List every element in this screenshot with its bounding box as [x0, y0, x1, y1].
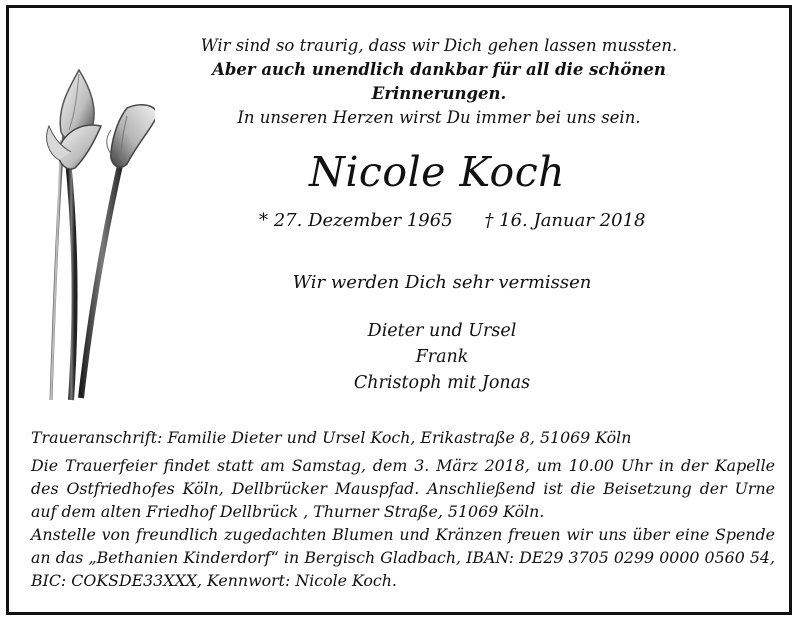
death-date: † 16. Januar 2018 [484, 210, 646, 231]
farewell-line: Wir werden Dich sehr vermissen [292, 272, 592, 293]
notice-details [31, 426, 775, 592]
ceremony-text: Die Trauerfeier findet statt am Samstag, dem 3. März 2018, um 10.00 Uhr in der Kapelle des Ostfriedhofes Köln, Dellbrücker Mauspfad. Anschließend ist die Beisetzung der Urne auf dem alten Friedhof Dellbrück , Thurner Straße, 51069 Köln. [31, 456, 775, 521]
mourners-list [159, 318, 725, 396]
intro-line-1: Wir sind so traurig, dass wir Dich gehen lassen mussten. [200, 36, 678, 55]
donation-text: Anstelle von freundlich zugedachten Blumen und Kränzen freuen wir uns über eine Spende an das „Bethanien Kinderdorf“ in Bergisch Gladbach, IBAN: DE29 3705 0299 0000 0560 54, BIC: COKSDE33XXX, Kennwort: Nicole Koch. [31, 525, 775, 590]
obituary-notice [6, 5, 792, 615]
intro-line-2: Aber auch unendlich dankbar für all die schönen Erinnerungen. [212, 60, 666, 103]
intro-verse [159, 34, 719, 130]
intro-line-3: In unseren Herzen wirst Du immer bei uns sein. [237, 108, 641, 127]
mourner-name: Dieter und Ursel [367, 321, 517, 341]
life-dates [259, 208, 646, 234]
birth-date: * 27. Dezember 1965 [259, 210, 453, 231]
mourning-address: Traueranschrift: Familie Dieter und Ursel Koch, Erikastraße 8, 51069 Köln [31, 428, 632, 447]
mourner-name: Christoph mit Jonas [353, 373, 531, 393]
calla-lily-icon [35, 60, 155, 406]
mourner-name: Frank [415, 347, 469, 367]
deceased-name: Nicole Koch [308, 148, 566, 196]
